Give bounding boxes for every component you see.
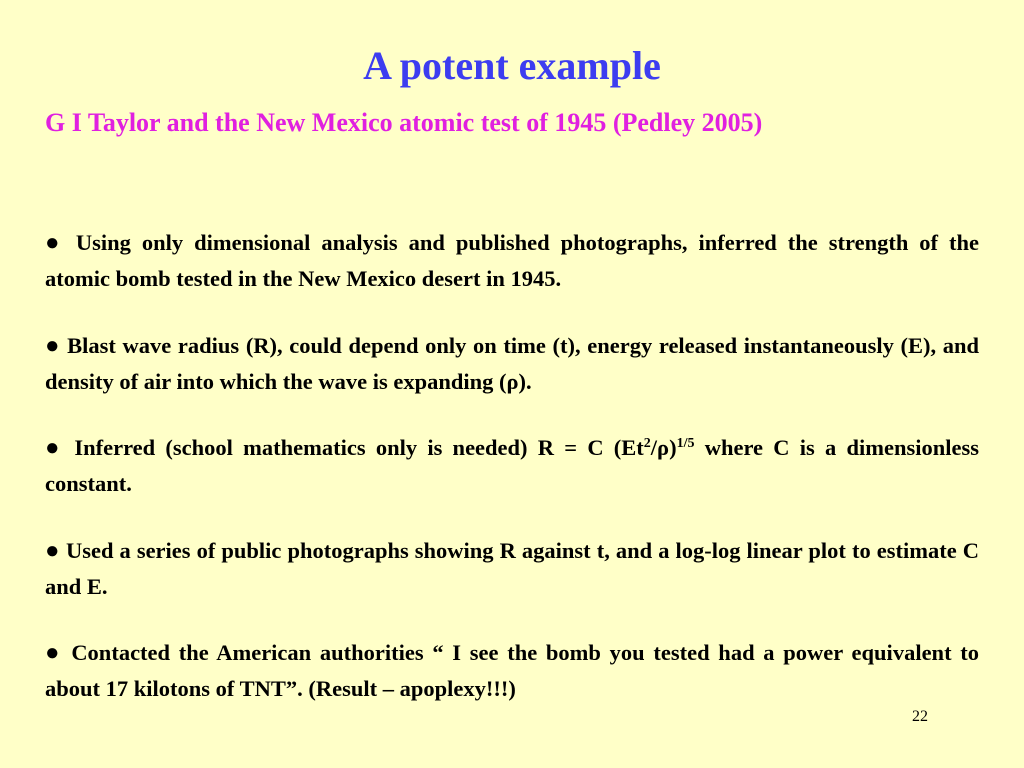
bullet-text: Used a series of public photographs showing R against t, and a log-log linear plot to estimate C and E. bbox=[45, 538, 980, 599]
bullet-text-before: Inferred (school mathematics only is needed) R = C (Et bbox=[74, 435, 644, 460]
page-number: 22 bbox=[912, 708, 928, 725]
bullet-text-after: where C is a dimensionless constant. bbox=[45, 435, 979, 496]
bullet-text: Blast wave radius (R), could depend only on time (t), energy released instantaneously (E), and density of air into which the wave is expanding (ρ). bbox=[45, 333, 980, 394]
bullet-item bbox=[45, 533, 979, 604]
slide-subtitle: G I Taylor and the New Mexico atomic test of 1945 (Pedley 2005) bbox=[45, 108, 763, 137]
bullet-text: Contacted the American authorities “ I see the bomb you tested had a power equivalent to about 17 kilotons of TNT”. (Result – apoplexy!!!) bbox=[45, 640, 980, 701]
bullet-item bbox=[45, 328, 979, 399]
bullet-item bbox=[45, 430, 979, 501]
bullet-superscript: 2 bbox=[643, 436, 651, 451]
slide-title: A potent example bbox=[363, 43, 661, 88]
bullet-dot-icon: ● bbox=[45, 230, 65, 256]
bullet-dot-icon: ● bbox=[45, 333, 61, 359]
bullet-dot-icon: ● bbox=[45, 640, 63, 666]
bullet-dot-icon: ● bbox=[45, 538, 60, 564]
bullet-dot-icon: ● bbox=[45, 435, 65, 461]
bullet-superscript: 1/5 bbox=[676, 436, 695, 451]
bullet-text-mid: /ρ) bbox=[650, 435, 677, 460]
bullet-item bbox=[45, 225, 979, 296]
bullet-text: Using only dimensional analysis and published photographs, inferred the strength of the atomic bomb tested in the New Mexico desert in 1945. bbox=[45, 230, 980, 291]
bullet-item bbox=[45, 635, 979, 706]
